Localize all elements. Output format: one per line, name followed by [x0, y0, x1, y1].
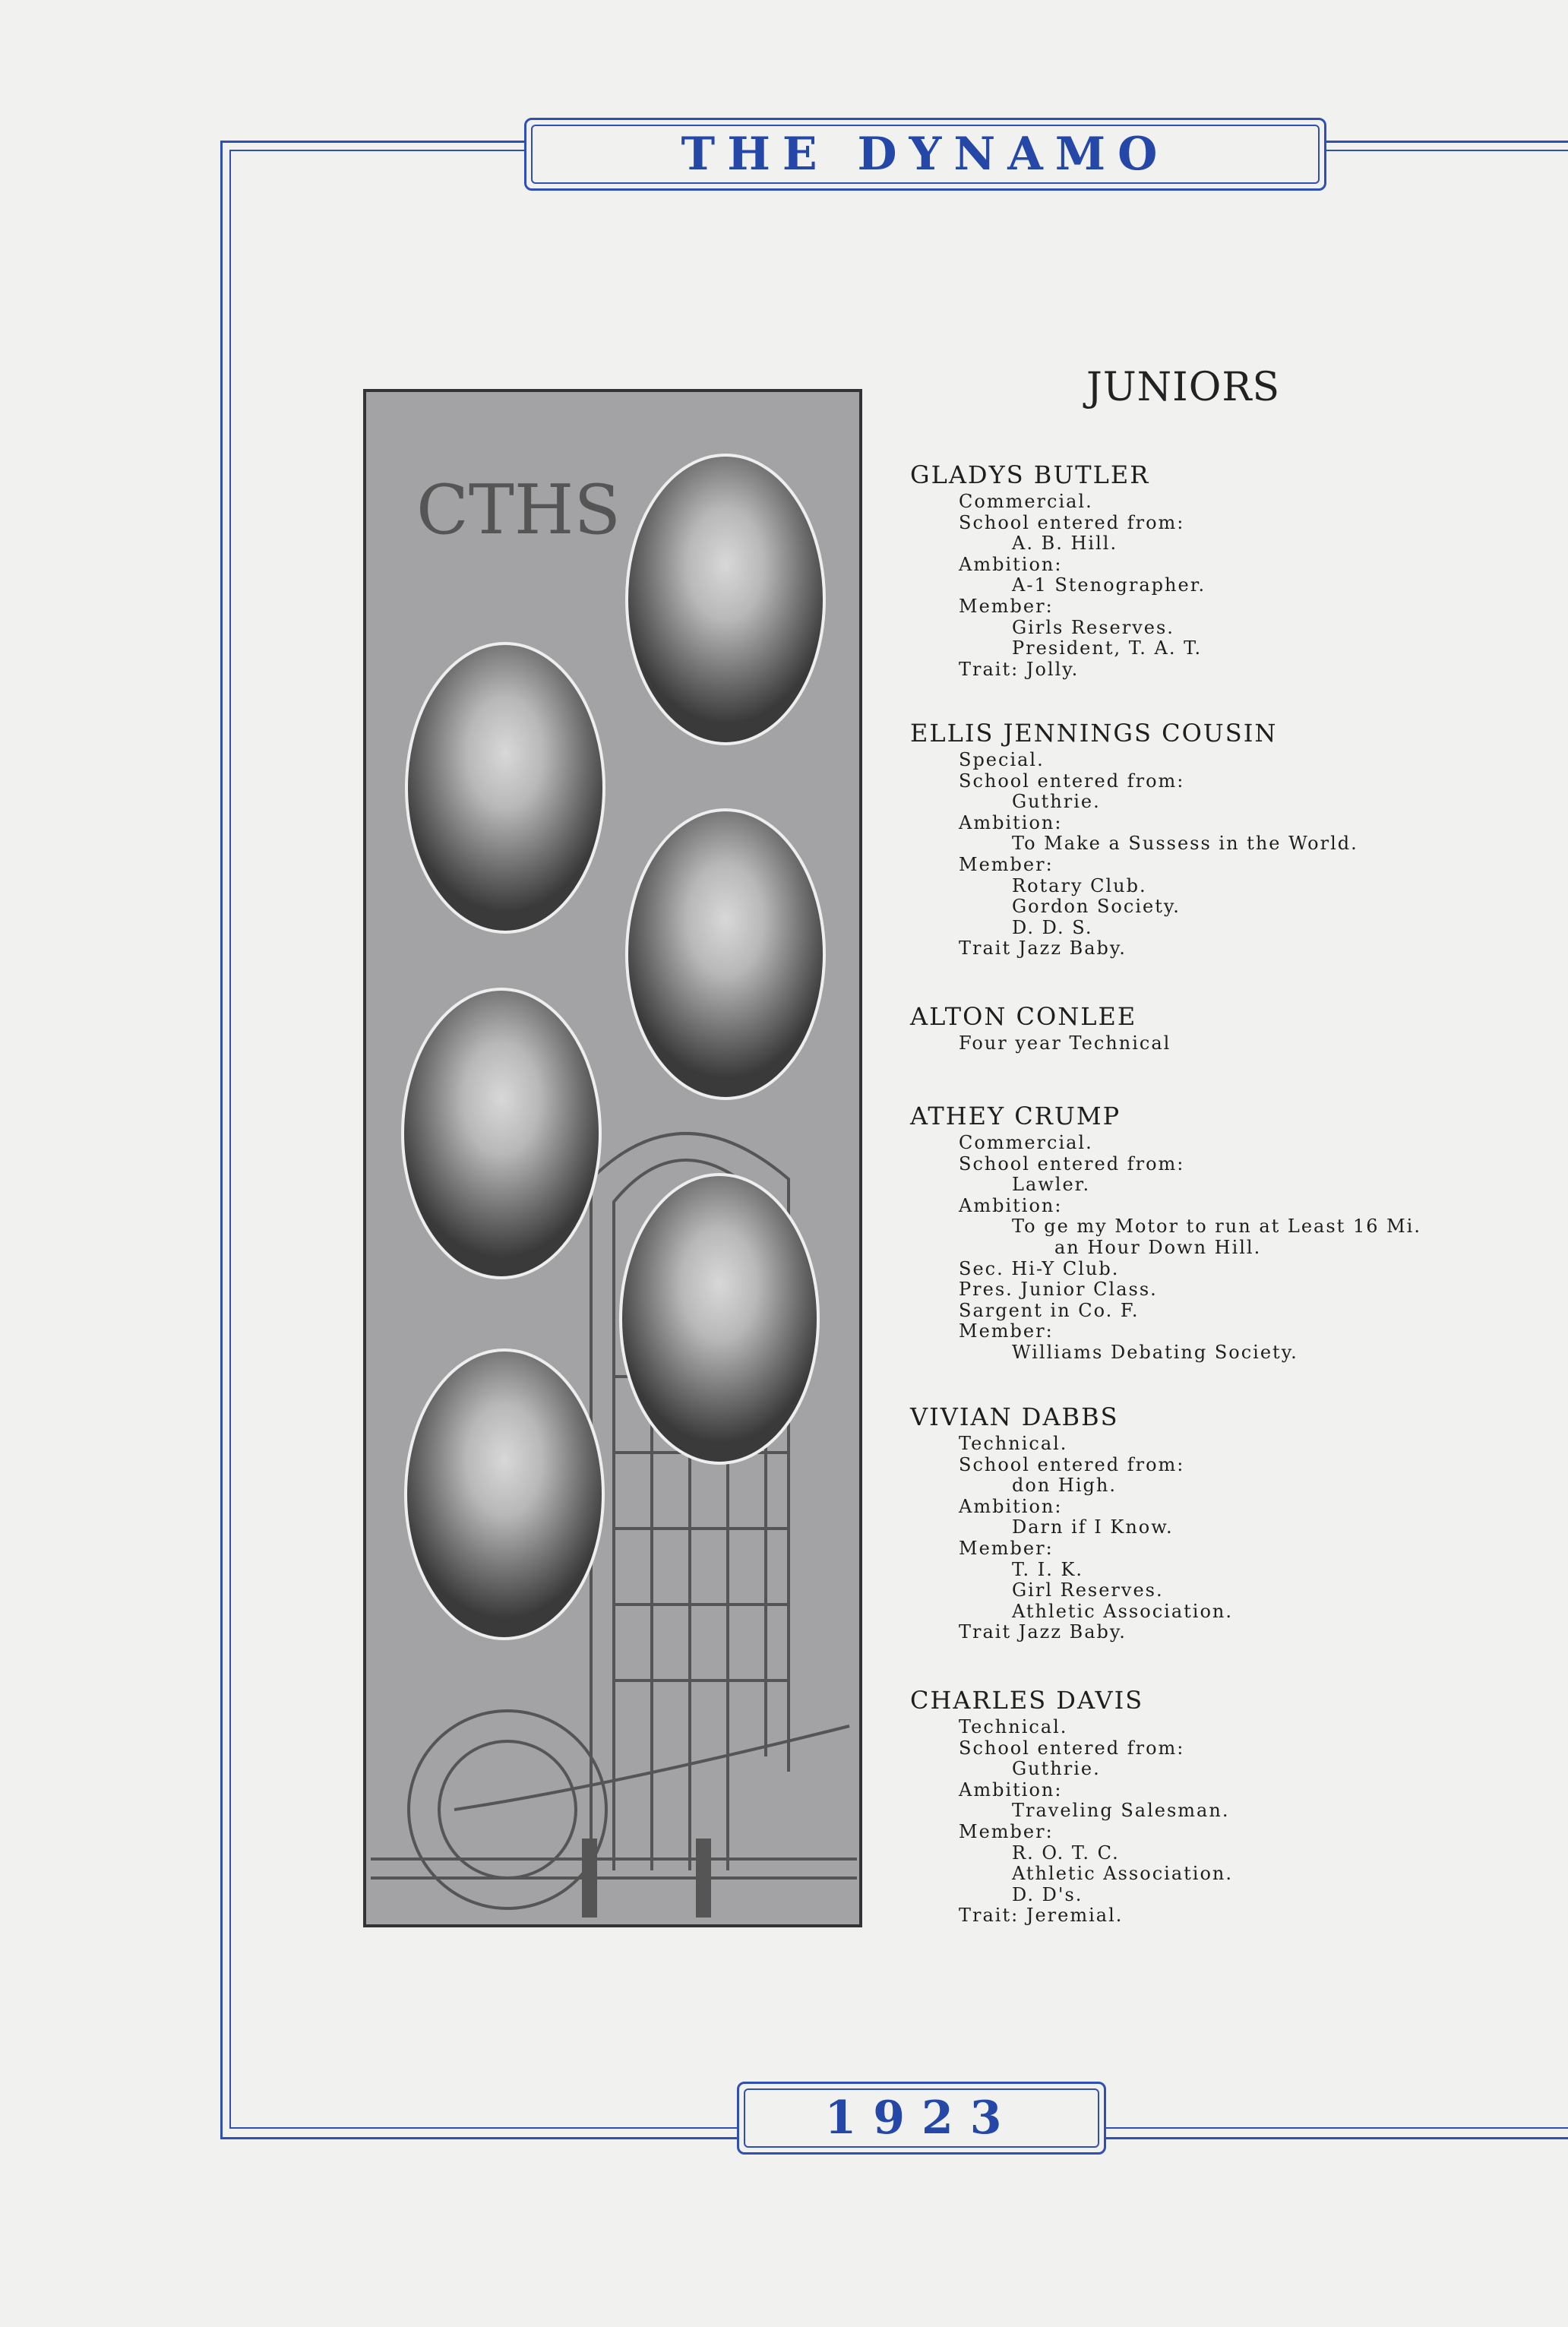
portrait-vivian-dabbs [621, 1175, 818, 1463]
entry-line: Ambition: [959, 811, 1063, 833]
student-name: GLADYS BUTLER [910, 460, 1150, 489]
entry-line: Trait: Jeremial. [959, 1905, 1124, 1927]
entry-line: Commercial. [959, 491, 1093, 512]
entry-line: Member: [959, 595, 1054, 617]
entry-line: Athletic Association. [1012, 1863, 1233, 1885]
student-entry [910, 1001, 1171, 1054]
entry-line: Rotary Club. [1012, 874, 1147, 896]
student-name: ELLIS JENNINGS COUSIN [910, 719, 1278, 748]
school-monogram: CTHS [416, 470, 621, 550]
entry-line: don High. [1012, 1475, 1117, 1497]
yearbook-title: THE DYNAMO [681, 128, 1170, 181]
entry-line: Member: [959, 1820, 1054, 1842]
student-entry [910, 718, 1358, 960]
entry-line: Technical. [959, 1716, 1068, 1737]
entry-line: Ambition: [959, 1495, 1063, 1517]
student-name: ATHEY CRUMP [910, 1102, 1121, 1130]
entry-line: Darn if I Know. [1012, 1516, 1174, 1538]
entry-line: To ge my Motor to run at Least 16 Mi. [1012, 1216, 1421, 1238]
entry-line: Trait: Jolly. [959, 658, 1080, 680]
entry-line: D. D. S. [1012, 916, 1093, 938]
student-entry [910, 1685, 1233, 1927]
entry-line: President, T. A. T. [1012, 637, 1203, 659]
student-entry [910, 460, 1206, 680]
photo-panel [363, 389, 862, 1927]
header-banner [524, 118, 1326, 191]
entry-line: Girl Reserves. [1012, 1579, 1164, 1601]
entry-line: School entered from: [959, 1152, 1185, 1175]
portrait-alton-conlee [627, 810, 824, 1099]
student-name: VIVIAN DABBS [910, 1402, 1119, 1431]
student-entry [910, 1101, 1421, 1364]
student-name: CHARLES DAVIS [910, 1686, 1144, 1715]
entry-line: Athletic Association. [1012, 1600, 1233, 1622]
student-entry [910, 1402, 1233, 1643]
portrait-athey-crump [403, 989, 600, 1278]
portrait-gladys-butler [627, 455, 824, 744]
footer-banner [737, 2082, 1106, 2155]
portrait-charles-davis [406, 1350, 603, 1639]
entry-line: Ambition: [959, 1194, 1063, 1216]
entry-line: School entered from: [959, 1737, 1185, 1759]
entry-line: Special. [959, 749, 1045, 770]
entry-line: D. D's. [1012, 1883, 1083, 1905]
entry-line: Four year Technical [959, 1032, 1171, 1054]
section-title: JUNIORS [1086, 365, 1281, 410]
entry-line: Pres. Junior Class. [959, 1279, 1158, 1301]
entry-line: an Hour Down Hill. [1054, 1236, 1262, 1258]
entry-line: School entered from: [959, 770, 1185, 792]
entry-line: Trait Jazz Baby. [959, 1621, 1127, 1643]
entry-line: Guthrie. [1012, 791, 1101, 813]
entry-line: School entered from: [959, 511, 1185, 533]
entry-line: Member: [959, 1320, 1054, 1342]
entry-line: Williams Debating Society. [1012, 1341, 1298, 1363]
photo-panel-art [363, 389, 862, 1927]
entry-line: Member: [959, 853, 1054, 875]
entry-line: Member: [959, 1537, 1054, 1559]
entry-line: To Make a Sussess in the World. [1012, 833, 1358, 855]
yearbook-year: 1923 [824, 2091, 1019, 2145]
entry-line: Guthrie. [1012, 1758, 1101, 1780]
entry-line: A-1 Stenographer. [1012, 574, 1206, 596]
entry-line: Traveling Salesman. [1012, 1800, 1230, 1822]
entry-line: Ambition: [959, 1778, 1063, 1801]
entry-line: A. B. Hill. [1012, 533, 1118, 555]
portrait-ellis-cousin [406, 643, 604, 932]
entry-line: Trait Jazz Baby. [959, 937, 1127, 960]
entry-line: School entered from: [959, 1453, 1185, 1475]
entry-line: Gordon Society. [1012, 896, 1181, 918]
entry-line: Girls Reserves. [1012, 616, 1174, 638]
entry-line: Sec. Hi-Y Club. [959, 1257, 1120, 1279]
entry-line: Technical. [959, 1433, 1068, 1454]
student-name: ALTON CONLEE [910, 1002, 1137, 1031]
entry-line: Commercial. [959, 1132, 1093, 1153]
entry-line: Sargent in Co. F. [959, 1299, 1140, 1321]
entry-line: R. O. T. C. [1012, 1842, 1120, 1864]
entry-line: Lawler. [1012, 1174, 1091, 1196]
entry-line: T. I. K. [1012, 1558, 1084, 1580]
entry-line: Ambition: [959, 553, 1063, 575]
